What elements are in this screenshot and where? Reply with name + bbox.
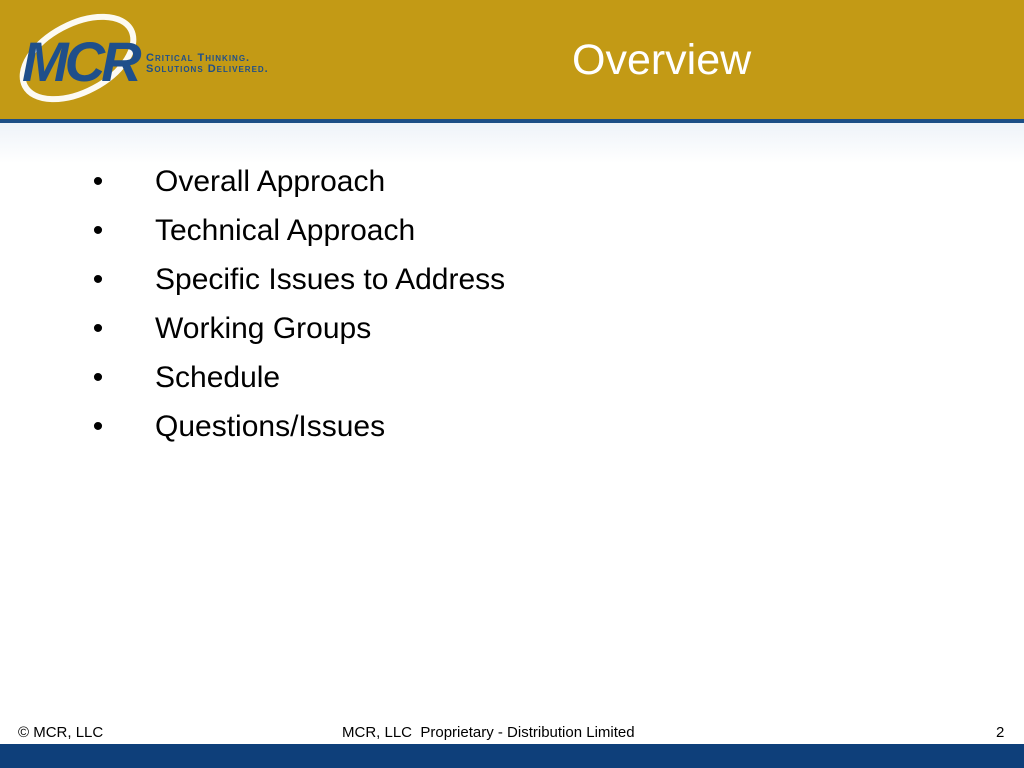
bullet-dot: • <box>92 214 104 247</box>
logo-wordmark: MCR <box>22 30 138 93</box>
bullet-text: Technical Approach <box>155 214 416 247</box>
bullet-dot: • <box>92 361 104 394</box>
bullet-text: Questions/Issues <box>155 410 386 443</box>
bullet-dot: • <box>92 263 104 296</box>
footer-proprietary-notice: MCR, LLC Proprietary - Distribution Limited <box>342 724 635 741</box>
bullet-text: Schedule <box>155 361 281 394</box>
bullet-list <box>82 157 505 451</box>
tagline-line-1: Critical Thinking. <box>146 52 251 64</box>
bullet-item <box>82 157 505 206</box>
bullet-text: Working Groups <box>155 312 372 345</box>
footer-copyright: © MCR, LLC <box>18 724 104 741</box>
bullet-item <box>82 353 505 402</box>
bullet-dot: • <box>92 410 104 443</box>
bullet-text: Specific Issues to Address <box>155 263 506 296</box>
slide-title: Overview <box>572 36 752 84</box>
tagline-line-2: Solutions Delivered. <box>146 63 269 75</box>
bullet-dot: • <box>92 312 104 345</box>
bullet-item <box>82 206 505 255</box>
logo-tagline <box>146 53 269 75</box>
bullet-item <box>82 304 505 353</box>
bullet-text: Overall Approach <box>155 165 386 198</box>
page-number: 2 <box>996 724 1005 741</box>
bullet-dot: • <box>92 165 104 198</box>
bullet-item <box>82 402 505 451</box>
footer-bar <box>0 744 1024 768</box>
bullet-item <box>82 255 505 304</box>
